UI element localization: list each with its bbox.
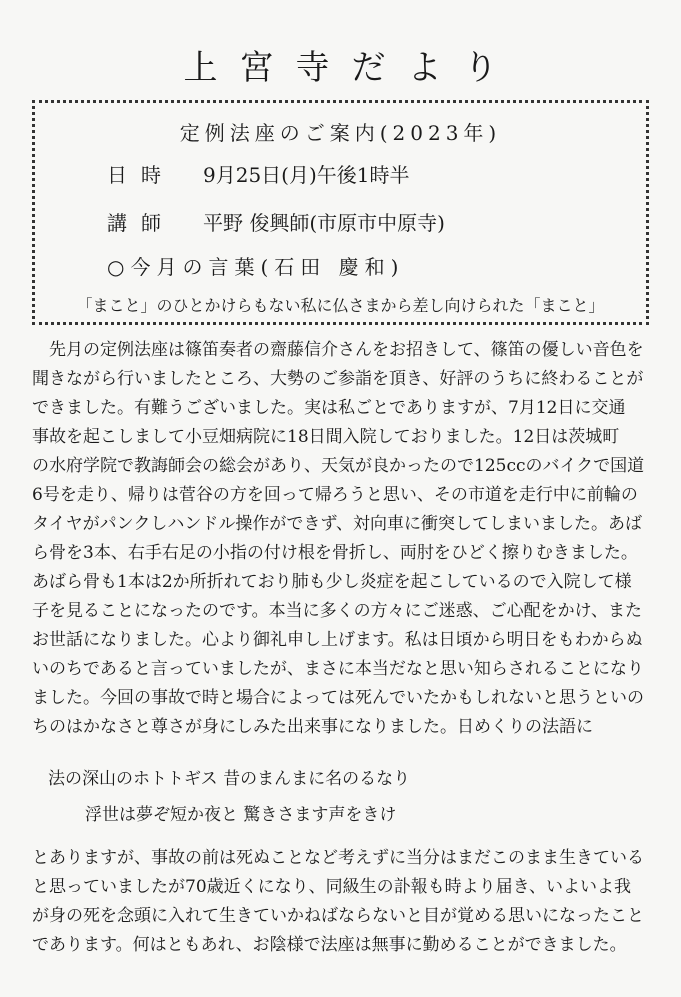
body-line: ました。今回の事故で時と場合によっては死んでいたかもしれないと思うといの — [32, 688, 644, 708]
notice-box — [32, 100, 649, 325]
body-line: いのちであると言っていましたが、まさに本当だなと思い知らされることになり — [32, 659, 644, 679]
body-line: 6号を走り、帰りは菅谷の方を回って帰ろうと思い、その市道を走行中に前輪の — [32, 485, 638, 505]
body-line: ちのはかなさと尊さが身にしみた出来事になりました。日めくりの法語に — [32, 717, 593, 737]
closing-text — [32, 844, 654, 960]
lecturer-value: 平野 俊興師(市原市中原寺) — [203, 211, 445, 235]
body-line: できました。有難うございました。実は私ごとでありますが、7月12日に交通 — [32, 398, 626, 418]
body-line: あばら骨も1本は2か所折れており肺も少し炎症を起こしているので入院して様 — [32, 572, 632, 592]
closing-line: とありますが、事故の前は死ぬことなど考えずに当分はまだこのまま生きている — [32, 848, 644, 868]
notice-heading: 定例法座のご案内(2023年) — [179, 121, 502, 145]
body-line: ら骨を3本、右手右足の小指の付け根を骨折し、両肘をひどく擦りむきました。 — [32, 543, 638, 563]
date-value: 9月25日(月)午後1時半 — [203, 163, 410, 187]
body-line: 子を見ることになったのです。本当に多くの方々にご迷惑、ご心配をかけ、また — [32, 601, 642, 621]
body-line: 先月の定例法座は篠笛奏者の齋藤信介さんをお招きして、篠笛の優しい音色を — [49, 340, 644, 360]
closing-line: であります。何はともあれ、お陰様で法座は無事に勤めることができました。 — [32, 935, 627, 955]
poem-line-1: 法の深山のホトトギス 昔のまんまに名のるなり — [48, 769, 411, 789]
closing-line: が身の死を念頭に入れて生きていかねばならないと目が覚める思いになったこと — [32, 906, 644, 926]
body-line: の水府学院で教誨師会の総会があり、天気が良かったので125ccのバイクで国道 — [32, 456, 645, 476]
poem-line-2: 浮世は夢ぞ短か夜と 驚きさます声をきけ — [85, 805, 397, 825]
lecturer-row — [107, 207, 445, 236]
body-line: お世話になりました。心より御礼申し上げます。私は日頃から明日をもわからぬ — [32, 630, 643, 650]
date-label: 日時 — [107, 163, 175, 187]
body-line: 聞きながら行いましたところ、大勢のご参詣を頂き、好評のうちに終わることが — [32, 369, 644, 389]
monthly-quote: 「まこと」のひとかけらもない私に仏さまから差し向けられた「まこと」 — [76, 296, 605, 315]
body-line: タイヤがパンクしハンドル操作ができず、対向車に衝突してしまいました。あば — [32, 514, 642, 534]
page-title: 上宮寺だより — [183, 48, 520, 88]
body-line: 事故を起こしまして小豆畑病院に18日間入院しておりました。12日は茨城町 — [32, 427, 620, 447]
closing-line: と思っていましたが70歳近くになり、同級生の訃報も時より届き、いよいよ我 — [32, 877, 631, 897]
lecturer-label: 講師 — [107, 211, 175, 235]
body-text — [32, 336, 654, 742]
date-row — [107, 159, 410, 188]
words-heading: ○今月の言葉(石田 慶和) — [107, 255, 405, 279]
